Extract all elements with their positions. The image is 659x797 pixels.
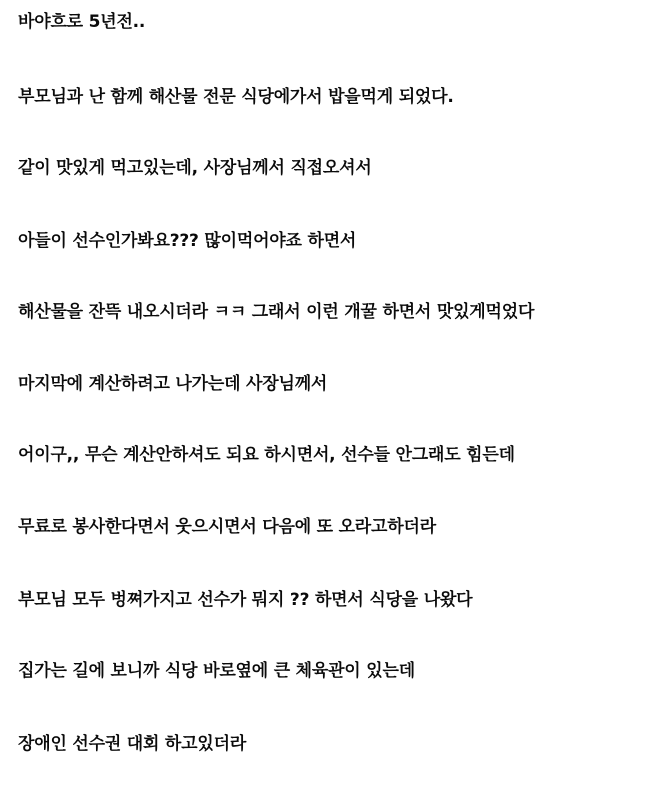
story-line-6: 마지막에 계산하려고 나가는데 사장님께서 — [18, 374, 328, 394]
story-line-5: 해산물을 잔뜩 내오시더라 ㅋㅋ 그래서 이런 개꿀 하면서 맛있게먹었다 — [18, 302, 535, 322]
story-line-2: 부모님과 난 함께 해산물 전문 식당에가서 밥을먹게 되었다. — [18, 87, 454, 107]
story-line-7: 어이구,, 무슨 계산안하셔도 되요 하시면서, 선수들 안그래도 힘든데 — [18, 445, 515, 465]
story-line-8: 무료로 봉사한다면서 웃으시면서 다음에 또 오라고하더라 — [18, 517, 436, 537]
story-line-11: 장애인 선수권 대회 하고있더라 — [18, 734, 247, 754]
story-line-3: 같이 맛있게 먹고있는데, 사장님께서 직접오셔서 — [18, 158, 372, 178]
story-line-9: 부모님 모두 벙쪄가지고 선수가 뭐지 ?? 하면서 식당을 나왔다 — [18, 590, 473, 610]
story-line-4: 아들이 선수인가봐요??? 많이먹어야죠 하면서 — [18, 231, 357, 251]
story-line-10: 집가는 길에 보니까 식당 바로옆에 큰 체육관이 있는데 — [18, 661, 415, 681]
story-line-1: 바야흐로 5년전.. — [18, 12, 146, 32]
